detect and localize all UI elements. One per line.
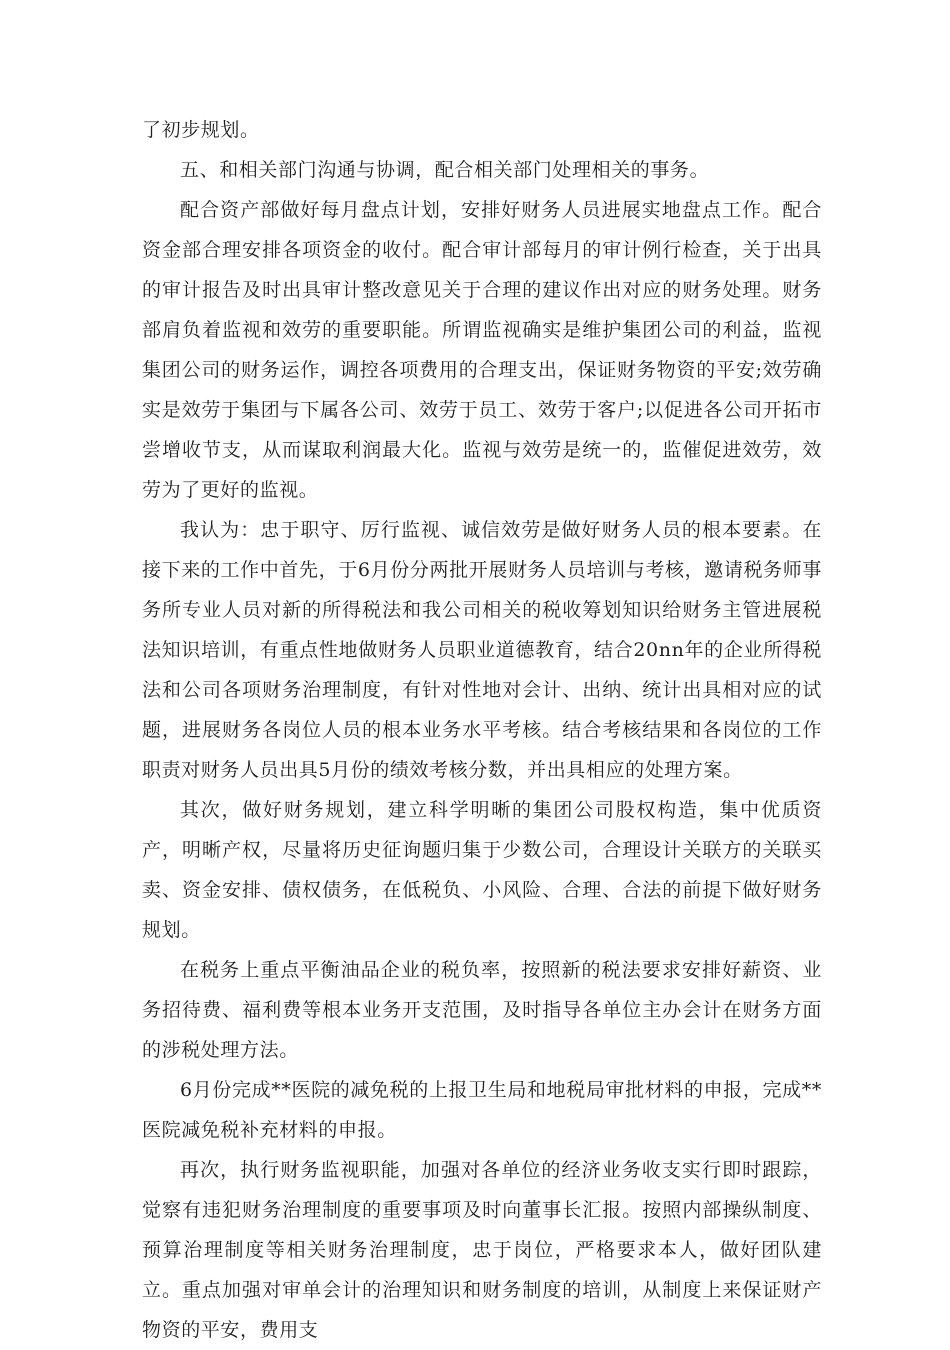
paragraph-section-heading: 五、和相关部门沟通与协调，配合相关部门处理相关的事务。 [180, 159, 710, 181]
paragraph: 其次，做好财务规划，建立科学明晰的集团公司股权构造，集中优质资产，明晰产权，尽量将历史征询题归集于少数公司，合理设计关联方的关联买卖、资金安排、债权债务，在低税负、小风险、合理、合法的前提下做好财务规划。 [142, 799, 822, 941]
paragraph: 再次，执行财务监视职能，加强对各单位的经济业务收支实行即时跟踪，觉察有违犯财务治理制度的重要事项及时向董事长汇报。按照内部操纵制度、预算治理制度等相关财务治理制度，忠于岗位，严格要求本人，做好团队建立。重点加强对审单会计的治理知识和财务制度的培训，从制度上来保证财产物资的平安，费用支 [142, 1159, 822, 1341]
paragraph: 配合资产部做好每月盘点计划，安排好财务人员进展实地盘点工作。配合资金部合理安排各项资金的收付。配合审计部每月的审计例行检查，关于出具的审计报告及时出具审计整改意见关于合理的建议作出对应的财务处理。财务部肩负着监视和效劳的重要职能。所谓监视确实是维护集团公司的利益，监视集团公司的财务运作，调控各项费用的合理支出，保证财务物资的平安;效劳确实是效劳于集团与下属各公司、效劳于员工、效劳于客户;以促进各公司开拓市尝增收节支，从而谋取利润最大化。监视与效劳是统一的，监催促进效劳，效劳为了更好的监视。 [142, 199, 822, 501]
paragraph: 6月份完成**医院的减免税的上报卫生局和地税局审批材料的申报，完成**医院减免税补充材料的申报。 [142, 1079, 822, 1141]
paragraph: 在税务上重点平衡油品企业的税负率，按照新的税法要求安排好薪资、业务招待费、福利费等根本业务开支范围，及时指导各单位主办会计在财务方面的涉税处理方法。 [142, 959, 822, 1061]
paragraph: 我认为：忠于职守、厉行监视、诚信效劳是做好财务人员的根本要素。在接下来的工作中首先，于6月份分两批开展财务人员培训与考核，邀请税务师事务所专业人员对新的所得税法和我公司相关的税收筹划知识给财务主管进展税法知识培训，有重点性地做财务人员职业道德教育，结合20nn年的企业所得税法和公司各项财务治理制度，有针对性地对会计、出纳、统计出具相对应的试题，进展财务各岗位人员的根本业务水平考核。结合考核结果和各岗位的工作职责对财务人员出具5月份的绩效考核分数，并出具相应的处理方案。 [142, 519, 822, 781]
document-body [142, 110, 822, 1350]
paragraph-continuation: 了初步规划。 [142, 119, 260, 141]
